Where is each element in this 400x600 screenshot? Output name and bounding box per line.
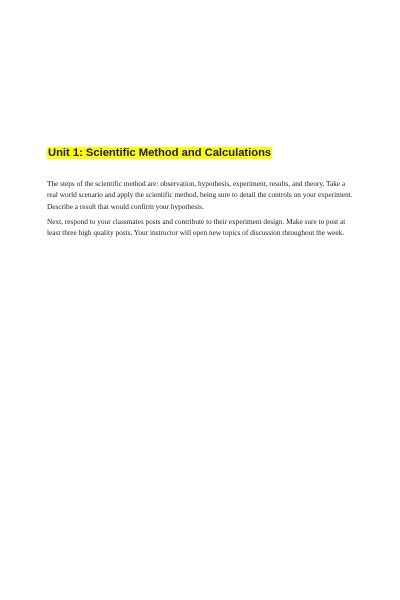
response-paragraph: Next, respond to your classmates posts and contribute to their experiment design. Make sure to post at least three high quality posts. Your instructor will open new topics of discussion throughout the week.: [47, 217, 346, 238]
instructions-paragraph: The steps of the scientific method are: observation, hypothesis, experiment, results, and theory. Take a real world scenario and apply the scientific method, being sure to detail the controls on your experiment. Describe a result that would confirm your hypothesis.: [47, 179, 353, 211]
highlighted-title-text: Unit 1: Scientific Method and Calculations: [48, 147, 272, 159]
page-title: [47, 146, 272, 160]
